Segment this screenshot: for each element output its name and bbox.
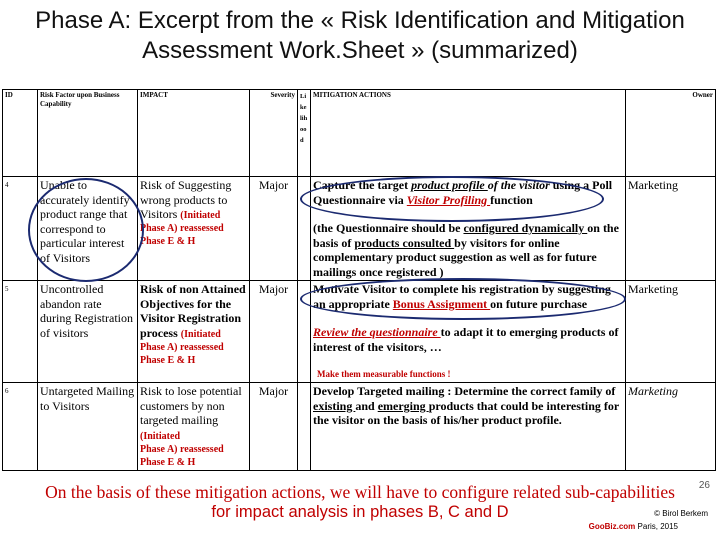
header-id: ID [3,90,38,177]
mitigation-note: Make them measurable functions ! [317,369,451,379]
row-risk-factor: Unable to accurately identify product range that correspond to particular interest of Visitors [38,177,138,281]
mitigation-text: of the visitor [487,178,553,192]
title-line-1: Phase A: Excerpt from the « Risk Identification and Mitigation [35,7,685,34]
impact-initiated: (Initiated [180,328,221,340]
row-mitigation [311,177,626,281]
row-likelihood [298,383,311,471]
header-severity: Severity [250,90,298,177]
mitigation-text: Motivate Visitor to complete his registration by suggesting an appropriate [313,282,611,311]
mitigation-term: configured dynamically [463,221,588,235]
impact-text: Risk to lose potential customers by non targeted mailing [140,384,242,427]
table-header-row [3,90,716,177]
risk-worksheet-table [2,89,716,471]
mitigation-text: Capture the target [313,178,412,192]
mitigation-action-2 [313,221,623,279]
row-mitigation [311,383,626,471]
row-owner: Marketing [626,281,716,383]
mitigation-text: by visitors for online complementary product suggestion as well as for future mailings once registered ) [313,235,597,279]
impact-initiated: (Initiated [180,210,221,221]
mitigation-term: product profile [411,178,488,192]
impact-text: Risk of non Attained Objectives for the Visitor Registration process [140,282,246,340]
review-questionnaire-link[interactable]: Review the questionnaire [313,325,441,339]
copyright: © Birol Berkem [654,509,708,518]
header-risk-factor: Risk Factor upon Business Capability [38,90,138,177]
header-likelihood: Likelihood [298,90,311,177]
footer-line-2: for impact analysis in phases B, C and D [211,503,509,521]
row-impact [138,383,250,471]
table-row [3,281,716,383]
row-severity: Major [250,281,298,383]
row-risk-factor: Untargeted Mailing to Visitors [38,383,138,471]
table-row [3,177,716,281]
mitigation-text: on future purchase [490,296,588,311]
impact-reassessed: Phase A) reassessed Phase E & H [140,341,224,366]
row-impact [138,281,250,383]
row-severity: Major [250,177,298,281]
bonus-assignment-link[interactable]: Bonus Assignment [392,296,491,311]
row-risk-factor: Uncontrolled abandon rate during Registration of visitors [38,281,138,383]
row-id: 5 [3,281,38,383]
mitigation-text: (the Questionnaire should be [313,221,464,235]
brand-credit [589,522,678,531]
mitigation-text: function [490,192,533,207]
mitigation-action-2 [313,325,623,354]
header-impact: IMPACT [138,90,250,177]
mitigation-text: using a Poll Questionnaire via [313,178,613,207]
row-id: 4 [3,177,38,281]
row-owner: Marketing [626,177,716,281]
mitigation-text: on the basis of [313,221,619,250]
slide-title [0,6,720,66]
mitigation-text: Develop Targeted mailing : Determine the correct family of [313,384,616,398]
row-likelihood [298,177,311,281]
header-mitigation-actions: MITIGATION ACTIONS [311,90,626,177]
mitigation-term: products consulted [354,235,455,250]
impact-reassessed: Phase A) reassessed Phase E & H [140,223,224,247]
title-line-2: Assessment Work.Sheet » (summarized) [142,37,578,64]
row-impact [138,177,250,281]
page-number: 26 [698,480,710,491]
impact-initiated: (Initiated [140,430,180,442]
footer-line-1: On the basis of these mitigation actions, we will have to configure related sub-capabilities [45,482,675,502]
brand-name[interactable]: GooBiz.com [588,522,636,531]
table-row [3,383,716,471]
row-likelihood [298,281,311,383]
impact-text: Risk of Suggesting wrong products to Visitors [140,178,232,221]
mitigation-text: and [355,398,378,413]
row-mitigation [311,281,626,383]
mitigation-action-1 [313,178,623,207]
row-owner: Marketing [626,383,716,471]
mitigation-action-1 [313,282,623,311]
mitigation-text: products that could be interesting for the visitor on the basis of his/her product profile. [313,398,620,427]
visitor-profiling-link[interactable]: Visitor Profiling [406,192,491,207]
header-owner: Owner [626,90,716,177]
brand-location: Paris, 2015 [637,522,678,531]
mitigation-text: to adapt it to emerging products of interest of the visitors, … [313,325,619,354]
row-id: 6 [3,383,38,471]
row-severity: Major [250,383,298,471]
mitigation-term: existing [313,398,356,413]
impact-reassessed: Phase A) reassessed Phase E & H [140,443,224,468]
mitigation-term: emerging [377,398,429,413]
